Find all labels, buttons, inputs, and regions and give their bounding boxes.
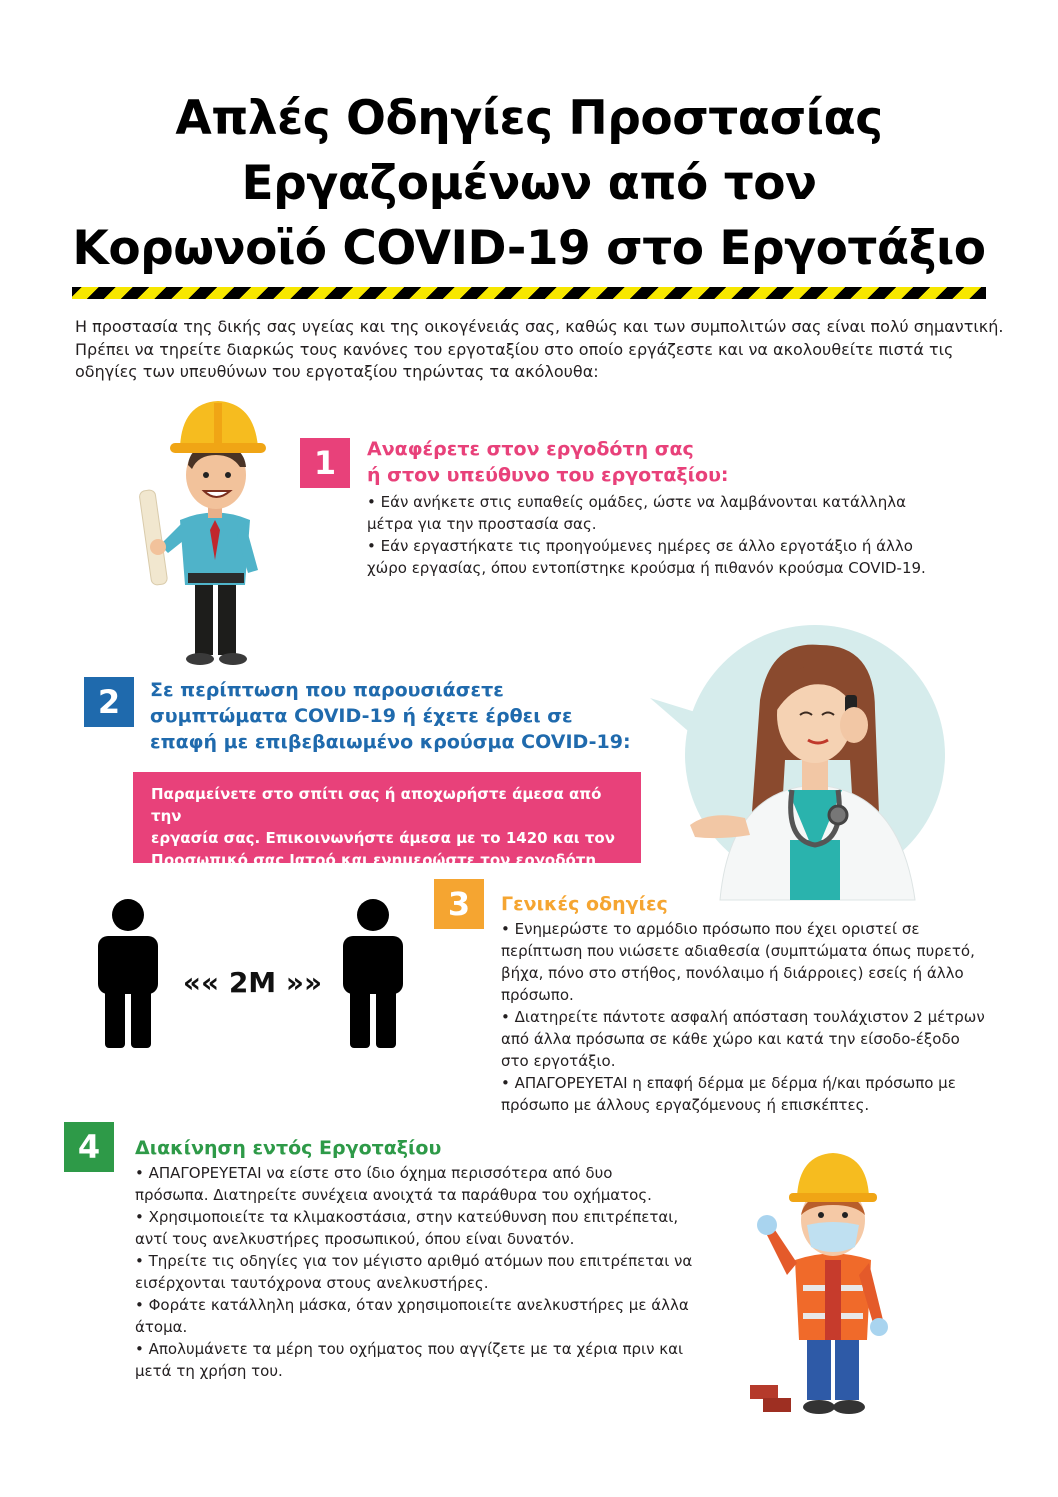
section-4-bullet-2-line-2: αντί τους ανελκυστήρες προσωπικού, όπου είναι δυνατόν. [135,1230,575,1248]
section-4-bullet-1-line-1: • ΑΠΑΓΟΡΕΥΕΤΑΙ να είστε στο ίδιο όχημα περισσότερα από δυο [135,1164,613,1182]
section-1-bullet-1-line-2: μέτρα για την προστασία σας. [367,515,597,533]
masked-worker-illustration [745,1135,895,1420]
section-1-bullet-2-line-2: χώρο εργασίας, όπου εντοπίστηκε κρούσμα ή πιθανόν κρούσμα COVID-19. [367,559,926,577]
doctor-illustration [650,640,1010,900]
section-1-heading [367,436,787,488]
engineer-illustration [140,395,280,670]
distance-label: «« 2M »» [182,966,323,999]
section-2-heading-line-1: Σε περίπτωση που παρουσιάσετε [150,679,504,701]
section-1-heading-line-2: ή στον υπεύθυνο του εργοταξίου: [367,464,729,486]
section-3-bullet-2-line-3: στο εργοτάξιο. [501,1052,616,1070]
title-line-2: Εργαζομένων από τον [241,156,817,211]
section-4-number-badge: 4 [64,1122,114,1172]
section-3-bullet-2-line-1: • Διατηρείτε πάντοτε ασφαλή απόσταση τουλάχιστον 2 μέτρων [501,1008,985,1026]
section-3-bullet-1-line-1: • Ενημερώστε το αρμόδιο πρόσωπο που έχει οριστεί σε [501,920,920,938]
section-2-callout-line-2: εργασία σας. Επικοινωνήστε άμεσα με το 1420 και τον [151,829,615,847]
section-2-callout-text [151,783,631,893]
section-1-heading-line-1: Αναφέρετε στον εργοδότη σας [367,438,694,460]
section-3-bullets [501,918,1006,1116]
person-left-icon [93,898,163,1048]
section-2-heading-line-2: συμπτώματα COVID-19 ή έχετε έρθει σε [150,705,573,727]
section-1-number-badge: 1 [300,438,350,488]
section-4-heading: Διακίνηση εντός Εργοταξίου [135,1137,442,1159]
section-3-bullet-1-line-4: πρόσωπο. [501,986,574,1004]
section-2-callout-line-3: Προσωπικό σας Ιατρό και ενημερώστε τον εργοδότη σας. [151,851,597,891]
section-4-bullet-4-line-2: άτομα. [135,1318,188,1336]
section-2-heading [150,677,650,755]
hazard-stripe-divider [72,287,986,299]
title-line-1: Απλές Οδηγίες Προστασίας [175,91,883,146]
section-3-bullet-1-line-2: περίπτωση που νιώσετε αδιαθεσία (συμπτώματα όπως πυρετό, [501,942,975,960]
section-3-heading: Γενικές οδηγίες [501,893,668,915]
section-3-bullet-3-line-1: • ΑΠΑΓΟΡΕΥΕΤΑΙ η επαφή δέρμα με δέρμα ή/και πρόσωπο με [501,1074,956,1092]
section-1-bullet-1-line-1: • Εάν ανήκετε στις ευπαθείς ομάδες, ώστε να λαμβάνονται κατάλληλα [367,493,906,511]
section-4-bullet-1-line-2: πρόσωπα. Διατηρείτε συνέχεια ανοιχτά τα παράθυρα του οχήματος. [135,1186,652,1204]
person-right-icon [338,898,408,1048]
section-4-bullet-4-line-1: • Φοράτε κατάλληλη μάσκα, όταν χρησιμοποιείτε ανελκυστήρες με άλλα [135,1296,689,1314]
section-1-bullets [367,491,967,579]
section-2-heading-line-3: επαφή με επιβεβαιωμένο κρούσμα COVID-19: [150,731,631,753]
section-1-bullet-2-line-1: • Εάν εργαστήκατε τις προηγούμενες ημέρες σε άλλο εργοτάξιο ή άλλο [367,537,913,555]
section-4-bullet-5-line-2: μετά τη χρήση του. [135,1362,283,1380]
title-line-3: Κορωνοϊό COVID-19 στο Εργοτάξιο [72,221,986,276]
page-title [40,86,1018,281]
intro-paragraph: Η προστασία της δικής σας υγείας και της οικογένειάς σας, καθώς και των συμπολιτών σας είναι πολύ σημαντική. Πρέπει να τηρείτε διαρκώς τους κανόνες του εργοταξίου στο οποίο εργάζεστε και να ακολουθείτε πιστά τις οδηγίες των υπευθύνων του εργοταξίου τηρώντας τα ακόλουθα: [75,317,1004,381]
section-4-bullet-3-line-1: • Τηρείτε τις οδηγίες για τον μέγιστο αριθμό ατόμων που επιτρέπεται να [135,1252,693,1270]
section-2-number-badge: 2 [84,677,134,727]
section-3-bullet-3-line-2: πρόσωπο με άλλους εργαζόμενους ή επισκέπτες. [501,1096,870,1114]
section-4-bullet-5-line-1: • Απολυμάνετε τα μέρη του οχήματος που αγγίζετε με τα χέρια πριν και [135,1340,684,1358]
section-3-bullet-2-line-2: από άλλα πρόσωπα σε κάθε χώρο και κατά την είσοδο-έξοδο [501,1030,960,1048]
section-3-number-badge: 3 [434,879,484,929]
section-4-bullets [135,1162,725,1382]
section-4-bullet-2-line-1: • Χρησιμοποιείτε τα κλιμακοστάσια, στην κατεύθυνση που επιτρέπεται, [135,1208,679,1226]
section-3-bullet-1-line-3: βήχα, πόνο στο στήθος, πονόλαιμο ή διάρροιες) εσείς ή άλλο [501,964,964,982]
section-4-bullet-3-line-2: εισέρχονται ταυτόχρονα στους ανελκυστήρες. [135,1274,489,1292]
section-2-callout-line-1: Παραμείνετε στο σπίτι σας ή αποχωρήστε άμεσα από την [151,785,602,825]
